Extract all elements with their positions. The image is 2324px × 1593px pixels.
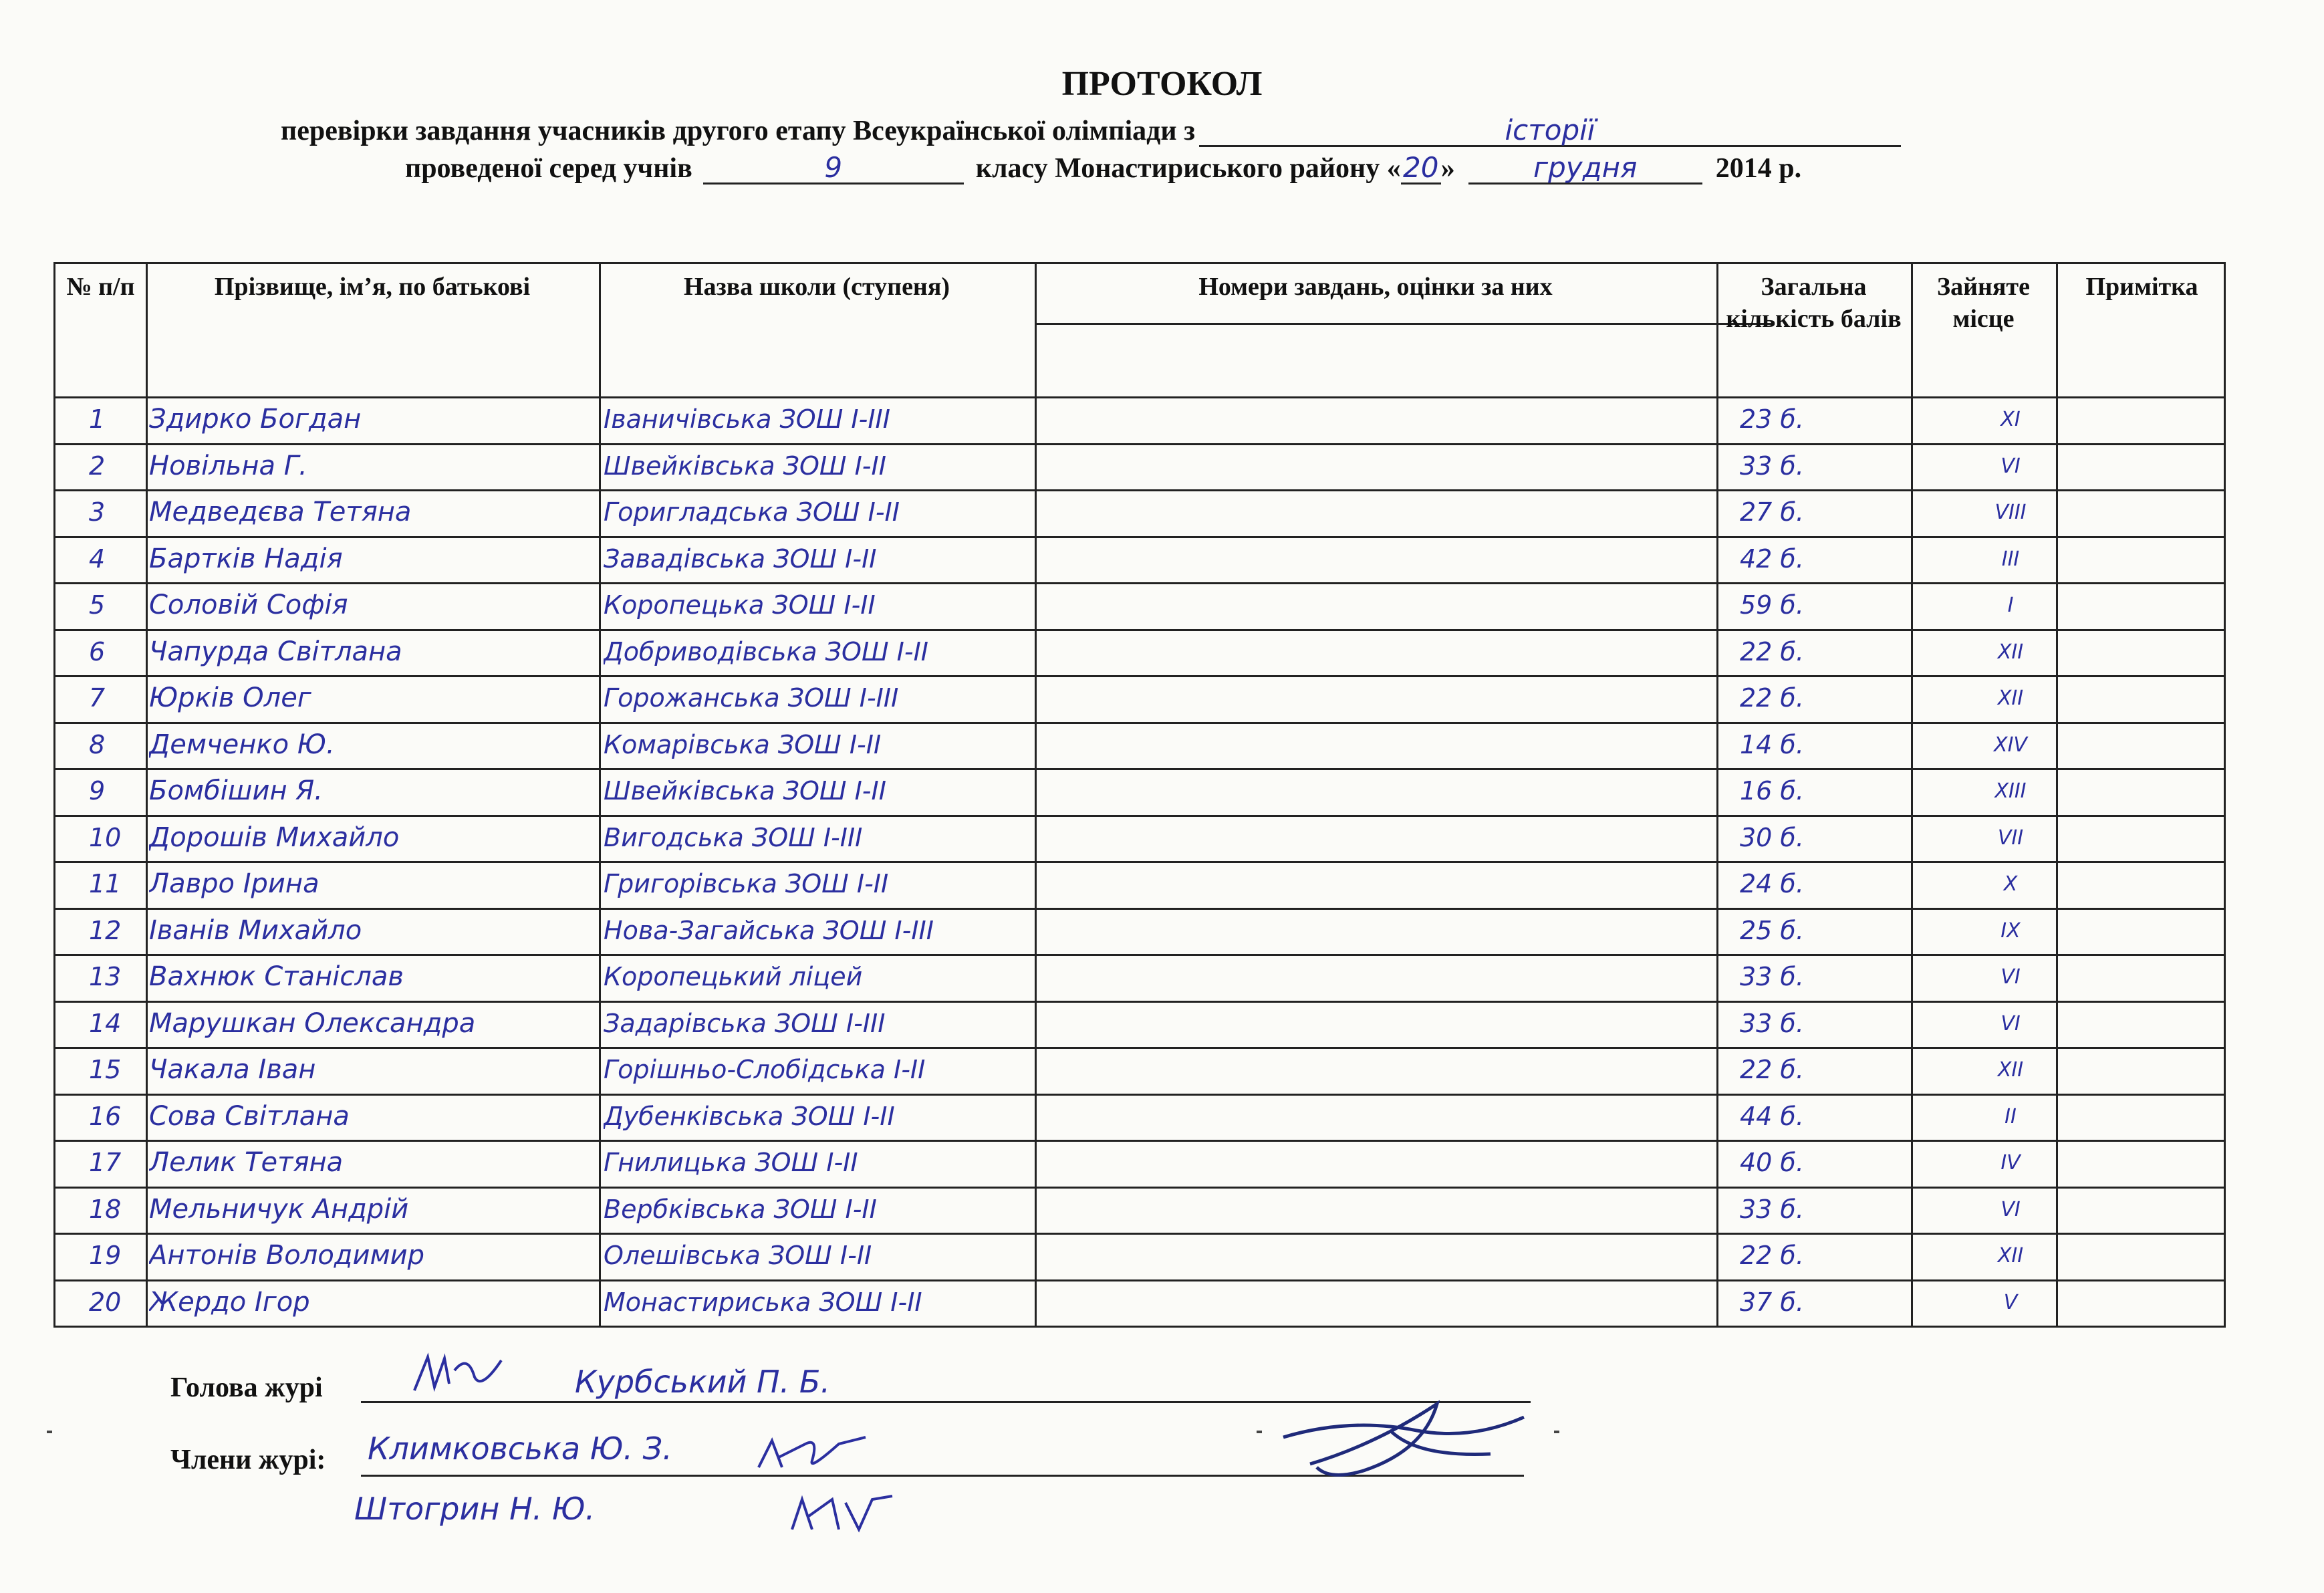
row-total-score: 59 б. — [1740, 590, 1804, 620]
row-student-name: Іванів Михайло — [149, 914, 362, 946]
row-number: 4 — [89, 543, 106, 574]
row-student-name: Медведєва Тетяна — [149, 497, 412, 527]
header-line-2-text: проведеної серед учнів — [405, 153, 692, 184]
row-place: XII — [1997, 640, 2024, 664]
row-school-name: Швейківська ЗОШ І-ІІ — [604, 776, 886, 806]
table-row — [55, 1005, 2224, 1042]
row-total-score: 33 б. — [1740, 451, 1804, 481]
table-row — [55, 820, 2224, 856]
row-number: 5 — [89, 590, 106, 620]
row-number: 2 — [89, 451, 106, 481]
row-number: 15 — [89, 1055, 122, 1084]
row-school-name: Коропецький ліцей — [604, 962, 863, 991]
day-field — [1401, 153, 1441, 185]
row-divider — [55, 1187, 2224, 1189]
row-divider — [55, 954, 2224, 956]
row-number: 8 — [89, 729, 106, 759]
row-student-name: Сова Світлана — [149, 1100, 350, 1132]
row-total-score: 22 б. — [1740, 1055, 1804, 1084]
month-field — [1468, 153, 1702, 185]
row-school-name: Дубенківська ЗОШ І-ІІ — [604, 1101, 895, 1131]
row-student-name: Чапурда Світлана — [149, 636, 402, 667]
row-total-score: 30 б. — [1740, 822, 1804, 852]
row-student-name: Чакала Іван — [149, 1054, 316, 1085]
chair-label: Голова журі — [170, 1372, 323, 1403]
day-value: 20 — [1402, 151, 1439, 184]
row-place: XII — [1997, 1244, 2024, 1267]
table-row — [55, 448, 2224, 485]
row-total-score: 44 б. — [1740, 1101, 1804, 1131]
row-place: II — [2005, 1104, 2017, 1128]
row-student-name: Марушкан Олександра — [149, 1007, 476, 1039]
chair-name: Курбський П. Б. — [575, 1364, 831, 1400]
table-row — [55, 634, 2224, 670]
header-place: Зайняте місце — [1937, 273, 2030, 333]
row-school-name: Григорівська ЗОШ І-ІІ — [604, 869, 889, 898]
scan-dot — [47, 1431, 52, 1433]
row-place: XIV — [1994, 733, 2027, 757]
header-tasks: Номери завдань, оцінки за них — [1198, 273, 1553, 301]
row-student-name: Новільна Г. — [149, 450, 307, 481]
row-divider — [55, 1001, 2224, 1003]
row-school-name: Коропецька ЗОШ І-ІІ — [604, 590, 876, 620]
row-place: VIII — [1994, 501, 2027, 524]
jury-member-2: Штогрин Н. Ю. — [354, 1491, 596, 1527]
row-total-score: 33 б. — [1740, 1008, 1804, 1038]
row-number: 14 — [89, 1008, 122, 1038]
table-row — [55, 912, 2224, 949]
row-school-name: Горішньо-Слобідська І-ІІ — [604, 1055, 926, 1084]
row-student-name: Здирко Богдан — [149, 404, 362, 435]
row-place: I — [2007, 594, 2014, 617]
header-name: Прізвище, ім’я, по батькові — [214, 273, 531, 301]
scan-dot — [1257, 1431, 1262, 1433]
row-total-score: 22 б. — [1740, 1241, 1804, 1270]
table-row — [55, 1191, 2224, 1228]
row-school-name: Гнилицька ЗОШ І-ІІ — [604, 1148, 858, 1177]
table-row — [55, 1284, 2224, 1321]
row-student-name: Жердо Ігор — [149, 1286, 310, 1318]
row-number: 9 — [89, 776, 106, 806]
row-student-name: Бомбішин Я. — [149, 775, 323, 806]
row-total-score: 23 б. — [1740, 404, 1804, 434]
table-row — [55, 587, 2224, 624]
row-place: VI — [2000, 1011, 2021, 1035]
row-place: X — [2003, 872, 2018, 896]
row-school-name: Вербківська ЗОШ І-ІІ — [604, 1194, 877, 1224]
row-divider — [55, 908, 2224, 910]
table-row — [55, 401, 2224, 438]
row-divider — [55, 675, 2224, 677]
row-total-score: 33 б. — [1740, 962, 1804, 991]
row-divider — [55, 815, 2224, 817]
row-number: 10 — [89, 822, 122, 852]
table-row — [55, 1052, 2224, 1088]
row-divider — [55, 1140, 2224, 1142]
row-school-name: Горигладська ЗОШ І-ІІ — [604, 497, 900, 527]
row-place: XII — [1997, 687, 2024, 710]
table-row — [55, 1098, 2224, 1135]
row-divider — [55, 1094, 2224, 1096]
header-num: № п/п — [66, 273, 135, 301]
subject-value: історії — [1505, 114, 1595, 146]
row-number: 1 — [89, 404, 106, 434]
table-row — [55, 494, 2224, 531]
row-student-name: Лелик Тетяна — [149, 1147, 344, 1178]
row-student-name: Вахнюк Станіслав — [149, 961, 404, 992]
row-divider — [55, 722, 2224, 724]
row-total-score: 33 б. — [1740, 1194, 1804, 1224]
header-note: Примітка — [2085, 273, 2198, 301]
table-row — [55, 680, 2224, 717]
row-divider — [55, 443, 2224, 445]
row-school-name: Нова-Загайська ЗОШ І-ІІІ — [604, 915, 934, 945]
row-school-name: Задарівська ЗОШ І-ІІІ — [604, 1008, 886, 1038]
row-student-name: Мельничук Андрій — [149, 1193, 409, 1225]
table-row — [55, 1237, 2224, 1274]
table-row — [55, 1144, 2224, 1181]
row-place: VI — [2000, 454, 2021, 478]
row-place: IV — [2000, 1151, 2021, 1175]
row-school-name: Швейківська ЗОШ І-ІІ — [604, 451, 886, 481]
row-school-name: Горожанська ЗОШ І-ІІІ — [604, 683, 899, 713]
row-student-name: Соловій Софія — [149, 590, 348, 620]
row-total-score: 14 б. — [1740, 729, 1804, 759]
row-school-name: Комарівська ЗОШ І-ІІ — [604, 729, 882, 759]
row-total-score: 37 б. — [1740, 1287, 1804, 1317]
row-divider — [55, 629, 2224, 631]
row-place: XII — [1997, 1058, 2024, 1082]
row-total-score: 25 б. — [1740, 915, 1804, 945]
row-school-name: Монастириська ЗОШ І-ІІ — [604, 1287, 922, 1317]
row-divider — [55, 536, 2224, 538]
chair-signature-icon — [408, 1350, 515, 1397]
row-student-name: Антонів Володимир — [149, 1240, 425, 1271]
row-place: XI — [2000, 408, 2021, 431]
row-student-name: Демченко Ю. — [149, 729, 335, 760]
row-place: VI — [2000, 1197, 2021, 1221]
scan-dot — [1554, 1431, 1559, 1433]
member-1-signature-icon — [752, 1431, 899, 1477]
row-divider — [55, 768, 2224, 770]
row-total-score: 16 б. — [1740, 776, 1804, 806]
row-number: 20 — [89, 1287, 122, 1317]
row-total-score: 42 б. — [1740, 543, 1804, 574]
header-line-1 — [281, 115, 1905, 147]
row-total-score: 24 б. — [1740, 869, 1804, 898]
members-label: Члени журі: — [170, 1445, 326, 1475]
row-student-name: Лавро Ірина — [149, 868, 319, 899]
row-divider — [55, 489, 2224, 491]
row-divider — [55, 582, 2224, 584]
row-place: VI — [2000, 965, 2021, 989]
table-row — [55, 866, 2224, 902]
row-total-score: 22 б. — [1740, 636, 1804, 666]
row-number: 11 — [89, 869, 122, 898]
row-divider — [55, 1047, 2224, 1049]
row-student-name: Юрків Олег — [149, 683, 311, 713]
row-school-name: Добриводівська ЗОШ І-ІІ — [604, 636, 928, 666]
row-school-name: Олешівська ЗОШ І-ІІ — [604, 1241, 872, 1270]
row-number: 13 — [89, 962, 122, 991]
row-divider — [55, 1233, 2224, 1235]
year-text: 2014 р. — [1715, 153, 1802, 184]
table-row — [55, 773, 2224, 810]
row-number: 18 — [89, 1194, 122, 1224]
row-total-score: 22 б. — [1740, 683, 1804, 713]
results-table — [53, 262, 2226, 1328]
row-divider — [55, 861, 2224, 863]
row-place: IX — [2000, 918, 2021, 943]
row-school-name: Завадівська ЗОШ І-ІІ — [604, 543, 877, 574]
large-signature-icon — [1270, 1390, 1551, 1491]
quote-close: » — [1440, 153, 1455, 184]
row-place: III — [2001, 547, 2020, 571]
row-total-score: 40 б. — [1740, 1148, 1804, 1177]
header-school: Назва школи (ступеня) — [683, 273, 950, 301]
table-row — [55, 541, 2224, 578]
row-place: XIII — [1994, 779, 2027, 803]
jury-member-1: Климковська Ю. З. — [368, 1431, 672, 1467]
row-school-name: Вигодська ЗОШ І-ІІІ — [604, 822, 863, 852]
row-number: 6 — [89, 636, 106, 666]
member-2-signature-icon — [785, 1489, 906, 1536]
row-school-name: Іваничівська ЗОШ І-ІІІ — [604, 404, 890, 434]
page-title: ПРОТОКОЛ — [1061, 65, 1263, 103]
row-number: 7 — [89, 683, 106, 713]
header-line-1-text: перевірки завдання учасників другого етапу Всеукраїнської олімпіади з — [281, 116, 1195, 146]
row-place: VII — [1997, 826, 2024, 850]
row-divider — [55, 396, 2224, 398]
header-total: Загальна кількість балів — [1726, 273, 1902, 333]
row-number: 12 — [89, 915, 122, 945]
header-line-2 — [405, 152, 1801, 185]
table-row — [55, 727, 2224, 763]
row-divider — [55, 1279, 2224, 1281]
row-number: 19 — [89, 1241, 122, 1270]
header-line-2-middle: класу Монастириського району « — [975, 153, 1401, 184]
grade-value: 9 — [824, 151, 843, 184]
row-total-score: 27 б. — [1740, 497, 1804, 527]
row-student-name: Бартків Надія — [149, 543, 343, 574]
row-student-name: Дорошів Михайло — [149, 822, 400, 853]
table-row — [55, 959, 2224, 995]
month-value: грудня — [1533, 151, 1638, 184]
row-number: 17 — [89, 1148, 122, 1177]
grade-field — [703, 153, 964, 185]
row-place: V — [2003, 1290, 2018, 1314]
row-number: 16 — [89, 1101, 122, 1131]
row-number: 3 — [89, 497, 106, 527]
subject-field — [1199, 116, 1901, 147]
